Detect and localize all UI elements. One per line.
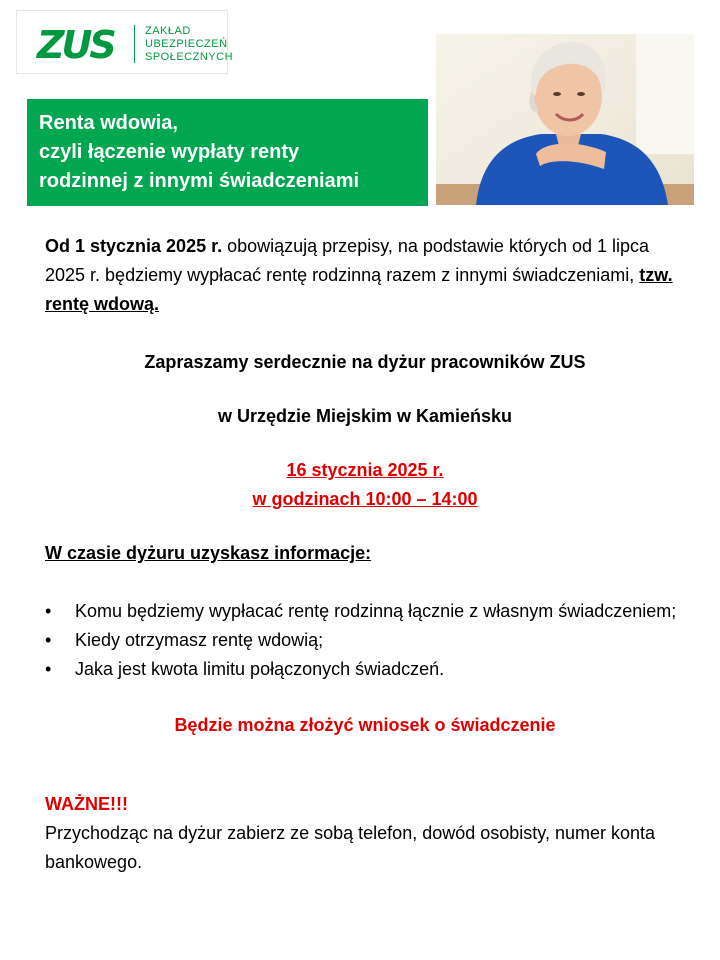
title-line: Renta wdowia,: [39, 112, 178, 134]
list-item: • Kiedy otrzymasz rentę wdowią;: [45, 626, 685, 655]
intro-date: Od 1 stycznia 2025 r.: [45, 236, 223, 256]
zus-logo-mark: ZUS: [37, 23, 114, 67]
event-date: 16 stycznia 2025 r.: [286, 460, 444, 480]
title-line: czyli łączenie wypłaty renty: [39, 141, 300, 163]
important-label: WAŻNE!!!: [45, 794, 128, 814]
photo-illustration: [436, 34, 694, 205]
intro-paragraph: [45, 232, 685, 319]
info-heading: W czasie dyżuru uzyskasz informacje:: [45, 543, 372, 563]
intro-text: obowiązują przepisy, na podstawie których od 1 lipca 2025 r. będziemy wypłacać rentę rodzinną razem z innymi świadczeniami,: [45, 236, 650, 285]
logo-line: UBEZPIECZEŃ: [145, 38, 228, 50]
title-banner: [27, 99, 428, 206]
info-list: [45, 597, 685, 684]
application-note: Będzie można złożyć wniosek o świadczenie: [174, 715, 556, 735]
event-hours: w godzinach 10:00 – 14:00: [252, 489, 478, 509]
list-item: • Jaka jest kwota limitu połączonych świadczeń.: [45, 655, 685, 684]
senior-woman-photo: [436, 34, 694, 205]
announcement-body: [45, 232, 685, 877]
location-text: w Urzędzie Miejskim w Kamieńsku: [217, 406, 513, 426]
list-item: • Komu będziemy wypłacać rentę rodzinną łącznie z własnym świadczeniem;: [45, 597, 685, 626]
invitation-text: Zapraszamy serdecznie na dyżur pracowników ZUS: [144, 352, 586, 372]
zus-logo-text: [145, 25, 233, 64]
logo-line: ZAKŁAD: [145, 25, 191, 37]
intro-emphasis: tzw. rentę wdową.: [45, 265, 673, 314]
logo-line: SPOŁECZNYCH: [145, 51, 234, 63]
logo-divider: [134, 25, 135, 63]
zus-logo: [16, 10, 234, 74]
title-line: rodzinnej z innymi świadczeniami: [39, 170, 360, 192]
important-text: Przychodząc na dyżur zabierz ze sobą telefon, dowód osobisty, numer konta bankowego.: [45, 823, 655, 872]
